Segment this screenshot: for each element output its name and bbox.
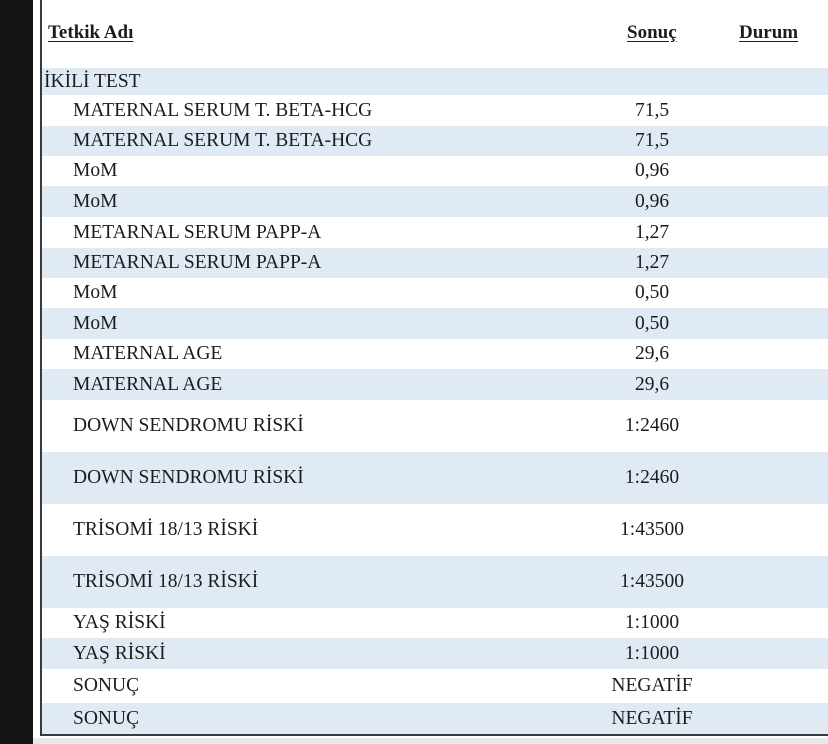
test-result: 29,6 xyxy=(634,374,670,395)
test-name: SONUÇ xyxy=(73,675,140,696)
test-result: 1:1000 xyxy=(624,643,680,664)
test-name: METARNAL SERUM PAPP-A xyxy=(73,222,322,243)
test-name: DOWN SENDROMU RİSKİ xyxy=(73,467,304,488)
report-page xyxy=(33,0,828,744)
test-result: 71,5 xyxy=(634,100,670,121)
test-result: NEGATİF xyxy=(611,675,693,696)
table-row xyxy=(42,669,828,703)
table-row xyxy=(42,703,828,734)
test-name: YAŞ RİSKİ xyxy=(73,643,166,664)
test-result: 0,50 xyxy=(634,313,670,334)
test-result: 0,96 xyxy=(634,191,670,212)
test-result: 1:43500 xyxy=(620,571,684,592)
test-name: METARNAL SERUM PAPP-A xyxy=(73,252,322,273)
table-row xyxy=(42,95,828,126)
table-row xyxy=(42,278,828,308)
table-row xyxy=(42,217,828,248)
table-header xyxy=(42,0,828,64)
test-name: MoM xyxy=(73,191,118,212)
test-result: 1:2460 xyxy=(624,467,680,488)
test-name: MoM xyxy=(73,313,118,334)
table-row xyxy=(42,248,828,278)
test-result: 0,50 xyxy=(634,282,670,303)
test-result: 29,6 xyxy=(634,343,670,364)
group-title-row xyxy=(42,68,828,95)
test-result: 71,5 xyxy=(634,130,670,151)
results-table xyxy=(40,0,828,736)
test-result: 1,27 xyxy=(634,252,670,273)
test-result: 1:1000 xyxy=(624,612,680,633)
test-name: SONUÇ xyxy=(73,708,140,729)
test-name: TRİSOMİ 18/13 RİSKİ xyxy=(73,519,259,540)
table-row xyxy=(42,400,828,452)
test-result: 1:2460 xyxy=(624,415,680,436)
test-name: MoM xyxy=(73,160,118,181)
table-row xyxy=(42,556,828,608)
table-row xyxy=(42,369,828,400)
table-row xyxy=(42,186,828,217)
left-window-edge xyxy=(0,0,33,744)
test-result: NEGATİF xyxy=(611,708,693,729)
table-row xyxy=(42,156,828,186)
header-result: Sonuç xyxy=(627,22,677,43)
header-test-name: Tetkik Adı xyxy=(48,22,134,43)
table-row xyxy=(42,452,828,504)
test-name: MATERNAL AGE xyxy=(73,343,223,364)
test-name: MATERNAL SERUM T. BETA-HCG xyxy=(73,100,373,121)
test-name: TRİSOMİ 18/13 RİSKİ xyxy=(73,571,259,592)
test-result: 1,27 xyxy=(634,222,670,243)
test-name: MATERNAL SERUM T. BETA-HCG xyxy=(73,130,373,151)
table-row xyxy=(42,126,828,156)
table-row xyxy=(42,308,828,339)
test-result: 0,96 xyxy=(634,160,670,181)
table-row xyxy=(42,638,828,669)
page-bottom-margin xyxy=(33,738,828,744)
group-title: İKİLİ TEST xyxy=(44,71,141,92)
test-result: 1:43500 xyxy=(620,519,684,540)
test-name: DOWN SENDROMU RİSKİ xyxy=(73,415,304,436)
test-name: YAŞ RİSKİ xyxy=(73,612,166,633)
test-name: MoM xyxy=(73,282,118,303)
table-row xyxy=(42,608,828,638)
table-row xyxy=(42,504,828,556)
table-row xyxy=(42,339,828,369)
test-name: MATERNAL AGE xyxy=(73,374,223,395)
header-status: Durum xyxy=(739,22,799,43)
